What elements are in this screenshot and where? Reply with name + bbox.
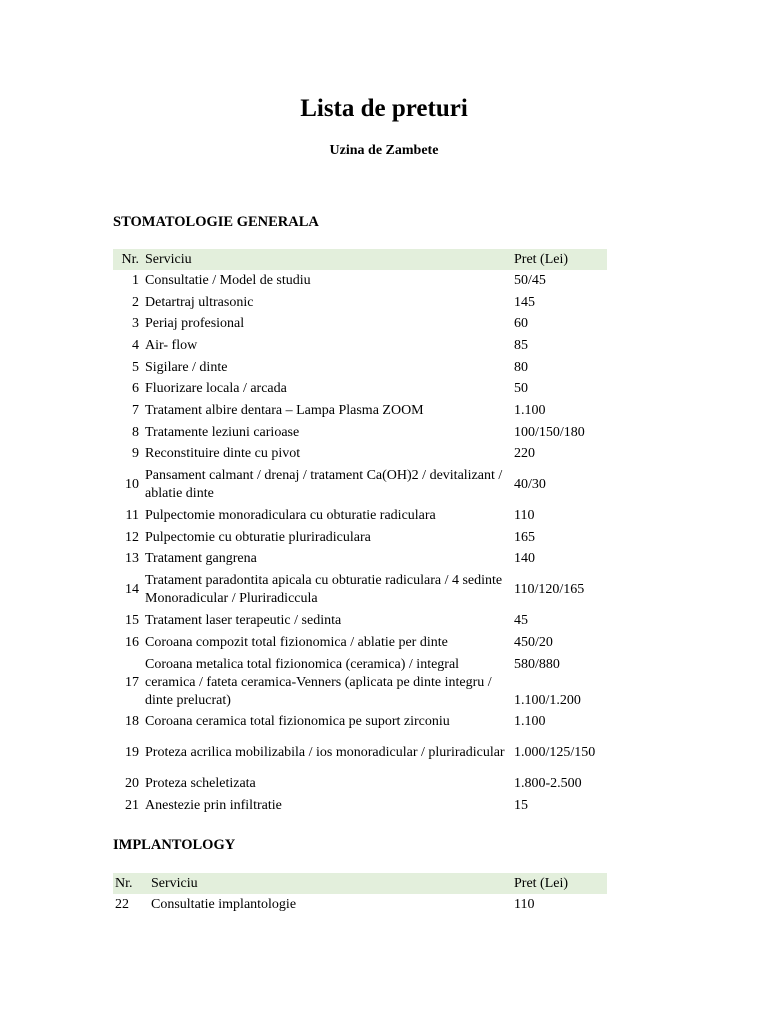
service-price: 50/45 xyxy=(514,272,546,288)
table-row xyxy=(113,400,607,422)
service-price: 110 xyxy=(514,508,535,524)
column-header-nr: Nr. xyxy=(115,875,133,891)
row-number: 22 xyxy=(115,896,129,912)
row-number: 8 xyxy=(132,424,139,440)
row-number: 10 xyxy=(125,477,139,493)
table-row xyxy=(113,549,607,571)
table-row xyxy=(113,712,607,734)
service-name: Coroana compozit total fizionomica / ablatie per dinte xyxy=(145,634,448,650)
service-price: 110/120/165 xyxy=(514,582,585,598)
table-header-row xyxy=(113,249,607,270)
service-name: Tratament albire dentara – Lampa Plasma ZOOM xyxy=(145,402,424,418)
service-name: Coroana ceramica total fizionomica pe suport zirconiu xyxy=(145,714,450,730)
service-name: Reconstituire dinte cu pivot xyxy=(145,446,301,462)
service-price: 165 xyxy=(514,529,535,545)
row-number: 16 xyxy=(125,634,139,650)
service-price: 45 xyxy=(514,613,528,629)
column-header-service: Serviciu xyxy=(151,875,198,891)
table-row xyxy=(113,422,607,444)
service-name: Tratament gangrena xyxy=(145,551,257,567)
table-row xyxy=(113,444,607,466)
row-number: 6 xyxy=(132,381,139,397)
service-price: 1.100/1.200 xyxy=(514,692,581,708)
column-header-price: Pret (Lei) xyxy=(514,251,569,267)
row-number: 1 xyxy=(132,272,139,288)
service-name: Pulpectomie cu obturatie pluriradiculara xyxy=(145,529,371,545)
section-heading-general: STOMATOLOGIE GENERALA xyxy=(113,214,319,230)
section-heading-implantology: IMPLANTOLOGY xyxy=(113,837,236,853)
service-price-group xyxy=(511,654,607,712)
row-number: 18 xyxy=(125,714,139,730)
row-number: 2 xyxy=(132,294,139,310)
service-price: 110 xyxy=(514,896,535,912)
service-name: Consultatie / Model de studiu xyxy=(145,272,311,288)
table-row xyxy=(113,654,607,712)
row-number: 3 xyxy=(132,316,139,332)
row-number: 11 xyxy=(125,508,139,524)
service-price: 50 xyxy=(514,381,528,397)
service-name: Anestezie prin infiltratie xyxy=(145,797,282,813)
table-row xyxy=(113,357,607,379)
table-row xyxy=(113,270,607,292)
service-name: Sigilare / dinte xyxy=(145,359,228,375)
service-name: Air- flow xyxy=(145,337,198,353)
column-header-service: Serviciu xyxy=(145,251,192,267)
service-price: 85 xyxy=(514,337,528,353)
service-name: Coroana metalica total fizionomica (ceramica) / integral ceramica / fateta ceramica-Venners (aplicata pe dinte integru / dinte prelucrat) xyxy=(145,656,492,708)
table-row xyxy=(113,795,607,817)
service-price: 80 xyxy=(514,359,528,375)
service-name: Tratamente leziuni carioase xyxy=(145,424,300,440)
table-row xyxy=(113,505,607,527)
table-row xyxy=(113,465,607,505)
table-row xyxy=(113,610,607,632)
service-price: 1.100 xyxy=(514,402,546,418)
page-title: Lista de preturi xyxy=(300,95,468,122)
service-price: 580/880 xyxy=(514,656,560,672)
service-name: Proteza acrilica mobilizabila / ios monoradicular / pluriradicular xyxy=(145,745,505,761)
price-table-implantology xyxy=(113,873,607,916)
service-price: 1.000/125/150 xyxy=(514,745,596,761)
table-row xyxy=(113,632,607,654)
service-price: 60 xyxy=(514,316,528,332)
row-number: 20 xyxy=(125,776,139,792)
table-row xyxy=(113,894,607,916)
row-number: 13 xyxy=(125,551,139,567)
service-price: 140 xyxy=(514,551,535,567)
row-number: 14 xyxy=(125,582,139,598)
table-row xyxy=(113,773,607,795)
service-price: 145 xyxy=(514,294,535,310)
table-row xyxy=(113,335,607,357)
column-header-nr: Nr. xyxy=(121,251,139,267)
service-name: Consultatie implantologie xyxy=(151,896,297,912)
service-price: 450/20 xyxy=(514,634,553,650)
row-number: 17 xyxy=(125,674,139,690)
row-number: 12 xyxy=(125,529,139,545)
service-name: Periaj profesional xyxy=(145,316,245,332)
service-name: Tratament paradontita apicala cu obturatie radiculara / 4 sedinte Monoradicular / Pluriradiccula xyxy=(145,573,503,607)
row-number: 9 xyxy=(132,446,139,462)
service-price: 100/150/180 xyxy=(514,424,585,440)
service-name: Proteza scheletizata xyxy=(145,776,256,792)
clinic-name: Uzina de Zambete xyxy=(329,143,439,158)
row-number: 5 xyxy=(132,359,139,375)
table-row xyxy=(113,292,607,314)
table-row xyxy=(113,733,607,773)
table-row xyxy=(113,313,607,335)
service-name: Detartraj ultrasonic xyxy=(145,294,254,310)
table-row xyxy=(113,570,607,610)
service-price: 40/30 xyxy=(514,477,546,493)
table-header-row xyxy=(113,873,607,894)
row-number: 4 xyxy=(132,337,139,353)
service-price: 1.800-2.500 xyxy=(514,776,582,792)
service-price: 15 xyxy=(514,797,528,813)
service-price: 1.100 xyxy=(514,714,546,730)
column-header-price: Pret (Lei) xyxy=(514,875,569,891)
row-number: 15 xyxy=(125,613,139,629)
service-name: Tratament laser terapeutic / sedinta xyxy=(145,613,342,629)
service-name: Fluorizare locala / arcada xyxy=(145,381,287,397)
row-number: 21 xyxy=(125,797,139,813)
price-table-general xyxy=(113,249,607,817)
price-spacer xyxy=(514,674,605,692)
table-row xyxy=(113,527,607,549)
service-name: Pulpectomie monoradiculara cu obturatie radiculara xyxy=(145,508,436,524)
table-row xyxy=(113,378,607,400)
service-name: Pansament calmant / drenaj / tratament Ca(OH)2 / devitalizant / ablatie dinte xyxy=(145,468,503,502)
row-number: 19 xyxy=(125,745,139,761)
service-price: 220 xyxy=(514,446,535,462)
row-number: 7 xyxy=(132,402,139,418)
